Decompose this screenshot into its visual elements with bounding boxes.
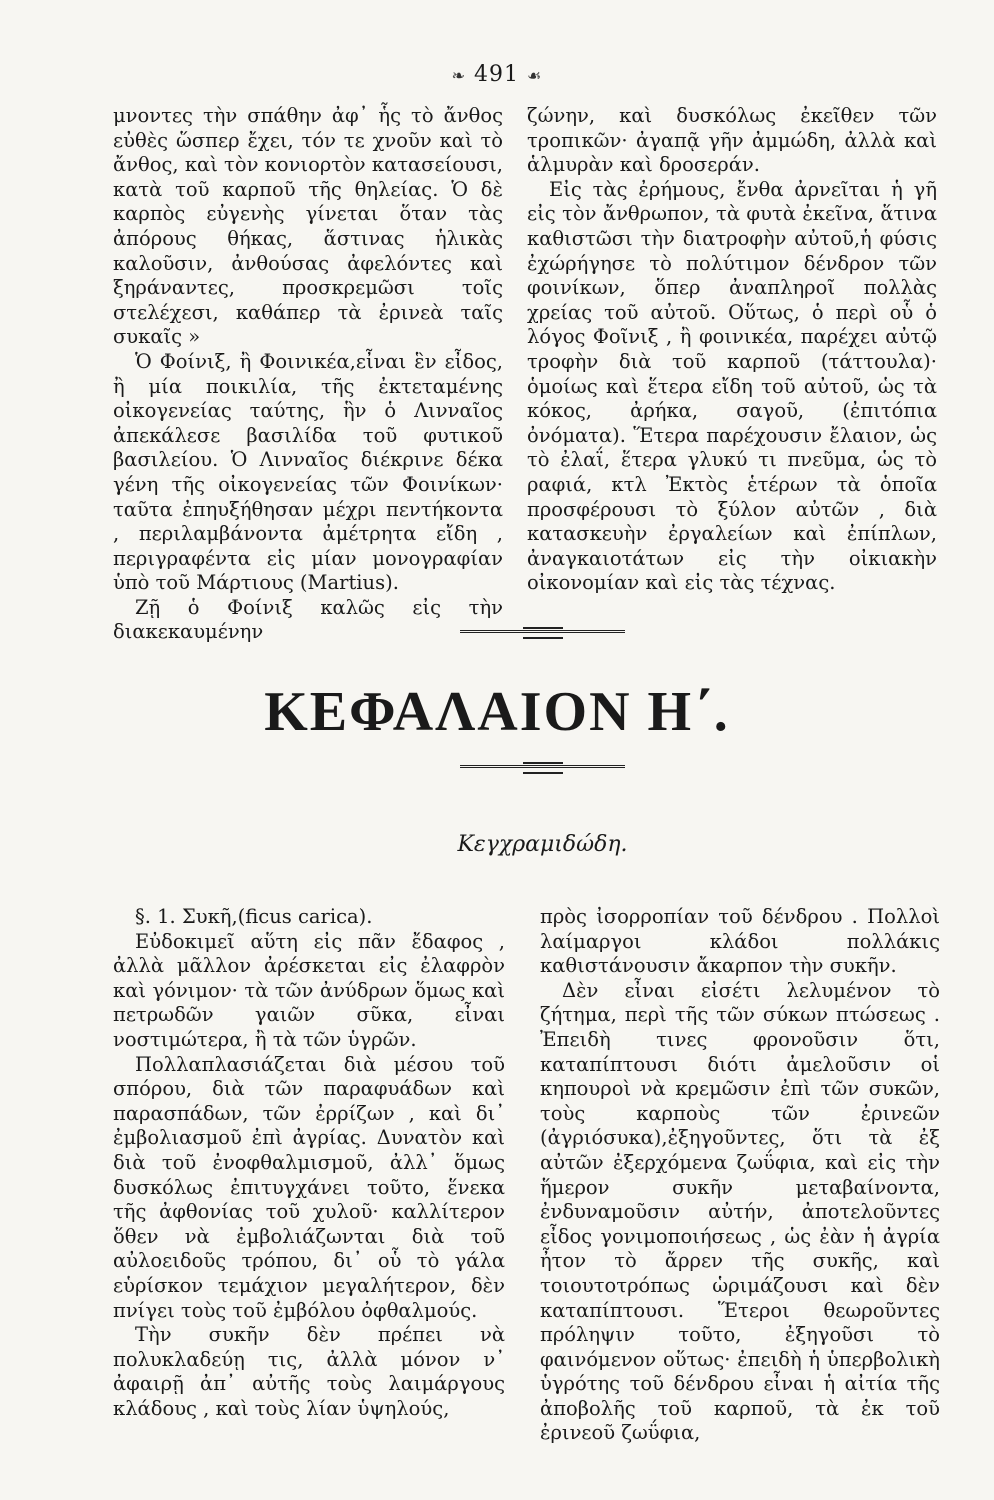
ornament-right-icon: ☙ (527, 66, 543, 85)
paragraph: Εἰς τὰς ἐρήμους, ἔνθα ἀρνεῖται ἡ γῆ εἰς τὸν ἄνθρωπον, τὰ φυτὰ ἐκεῖνα, ἅτινα καθιστῶσι τὴν διατροφὴν αὐτοῦ,ἡ φύσις ἐχώρήγησε τὸ πολύτιμον δένδρον τῶν φοινίκων, ὅπερ ἀναπληροῖ πολλὰς χρείας τοῦ αὐτοῦ. Οὕτως, ὁ περὶ οὗ ὁ λόγος Φοῖνιξ , ἢ φοινικέα, παρέχει αὐτῷ τροφὴν διὰ τοῦ καρποῦ (τάττουλα)· ὁμοίως καὶ ἕτερα εἴδη τοῦ αὐτοῦ, ὡς τὰ κόκος, ἀρήκα, σαγοῦ, (ἐπιτόπια ὀνόματα). Ἕτερα παρέχουσιν ἔλαιον, ὡς τὸ ἐλαΐ, ἕτερα γλυκύ τι πνεῦμα, ὡς τὸ ραφιά, κτλ Ἐκτὸς ἑτέρων τὰ ὁποῖα προσφέρουσι τὸ ξύλον αὐτῶν , διὰ κατασκευὴν ἐργαλείων καὶ ἐπίπλων, ἀναγκαιοτάτων εἰς τὴν οἰκιακὴν οἰκονομίαν καὶ εἰς τὰς τέχνας. (527, 177, 937, 595)
paragraph: Δὲν εἶναι εἰσέτι λελυμένον τὸ ζήτημα, περὶ τῆς τῶν σύκων πτώσεως . Ἐπειδὴ τινες φρονοῦσιν ὅτι, καταπίπτουσι διότι ἀμελοῦσιν οἱ κηπουροὶ νὰ κρεμῶσιν ἐπὶ τῶν συκῶν, τοὺς καρποὺς τῶν ἐρινεῶν (ἀγριόσυκα),ἐξηγοῦντες, ὅτι τὰ ἐξ αὐτῶν ἐξερχόμενα ζωΰφια, καὶ εἰς τὴν ἥμερον συκῆν μεταβαίνοντα, ἐνδυναμοῦσιν αὐτήν, ἀποτελοῦντες εἶδος γονιμοποιήσεως , ὡς ἐὰν ἡ ἀγρία ἦτον τὸ ἄρρεν τῆς συκῆς, καὶ τοιουτοτρόπως ὡριμάζουσι καὶ δὲν καταπίπτουσι. Ἕτεροι θεωροῦντες πρόληψιν τοῦτο, ἐξηγοῦσι τὸ φαινόμενον οὕτως· ἐπειδὴ ἡ ὑπερβολικὴ ὑγρότης τοῦ δένδρου εἶναι ἡ αἰτία τῆς ἀποβολῆς τοῦ καρποῦ, τὰ ἐκ τοῦ ἐρινεοῦ ζωΰφια, (540, 978, 940, 1445)
paragraph: Ὁ Φοίνιξ, ἢ Φοινικέα,εἶναι ἓν εἶδος, ἢ μία ποικιλία, τῆς ἐκτεταμένης οἰκογενείας ταύτης, ἣν ὁ Λινναῖος ἀπεκάλεσε βασιλίδα τοῦ φυτικοῦ βασιλείου. Ὁ Λινναῖος διέκρινε δέκα γένη τῆς οἰκογενείας τῶν Φοινίκων· ταῦτα ἐπηυξήθησαν μέχρι πεντήκοντα , περιλαμβάνοντα ἀμέτρητα εἴδη , περιγραφέντα εἰς μίαν μονογραφίαν ὑπὸ τοῦ Μάρτιους (Martius). (113, 349, 503, 595)
ornament-left-icon: ❧ (451, 66, 467, 85)
paragraph: πρὸς ἰσορροπίαν τοῦ δένδρου . Πολλοὶ λαίμαργοι κλάδοι πολλάκις καθιστάνουσιν ἄκαρπον τὴν συκῆν. (540, 905, 940, 978)
paragraph: ζώνην, καὶ δυσκόλως ἐκεῖθεν τῶν τροπικῶν· ἀγαπᾷ γῆν ἀμμώδη, ἀλλὰ καὶ ἁλμυρὰν καὶ δροσεράν. (527, 104, 937, 177)
paragraph: Εὐδοκιμεῖ αὕτη εἰς πᾶν ἔδαφος , ἀλλὰ μᾶλλον ἀρέσκεται εἰς ἐλαφρὸν καὶ γόνιμον· τὰ τῶν ἀνύδρων ὅμως καὶ πετρωδῶν γαιῶν σῦκα, εἶναι νοστιμώτερα, ἢ τὰ τῶν ὑγρῶν. (113, 929, 505, 1051)
chapter-subtitle: Κεγχραμιδώδη. (457, 832, 628, 857)
page-number: 491 (474, 62, 520, 87)
chapter-title: ΚΕΦΑΛΑΙΟΝ Η΄. (264, 681, 730, 743)
paragraph: Τὴν συκῆν δὲν πρέπει νὰ πολυκλαδεύῃ τις, ἀλλὰ μόνον ν᾽ ἀφαιρῇ ἀπ᾽ αὐτῆς τοὺς λαιμάργους κλάδους , καὶ τοὺς λίαν ὑψηλούς, (113, 1323, 505, 1420)
paragraph: μνοντες τὴν σπάθην ἀφ᾽ ἧς τὸ ἄνθος εὐθὲς ὥσπερ ἔχει, τόν τε χνοῦν καὶ τὸ ἄνθος, καὶ τὸν κονιορτὸν κατασείουσι, κατὰ τοῦ καρποῦ τῆς θηλείας. Ὁ δὲ καρπὸς εὐγενὴς γίνεται ὅταν τὰς ἀπόρους θήκας, ἅστινας ἡλικὰς καλοῦσιν, ἀνθούσας ἀφελόντες καὶ ξηράναντες, προσκρεμῶσι τοῖς στελέχεσι, καθάπερ τὰ ἐρινεὰ ταῖς συκαῖς » (113, 104, 503, 349)
column-top-left (113, 104, 503, 645)
ornamental-divider-bottom (460, 765, 625, 768)
column-top-right (527, 104, 937, 596)
column-bottom-left (113, 905, 505, 1421)
ornamental-divider-top (460, 630, 625, 633)
column-bottom-right (540, 905, 940, 1446)
page-header (0, 62, 994, 87)
section-heading: §. 1. Συκῆ,(ficus carica). (135, 905, 373, 928)
paragraph: Ζῇ ὁ Φοίνιξ καλῶς εἰς τὴν διακεκαυμένην (113, 595, 503, 644)
paragraph: Πολλαπλασιάζεται διὰ μέσου τοῦ σπόρου, διὰ τῶν παραφυάδων καὶ παρασπάδων, τῶν ἐρρίζων , καὶ δι᾽ ἐμβολιασμοῦ ἐπὶ ἀγρίας. Δυνατὸν καὶ διὰ τοῦ ἐνοφθαλμισμοῦ, ἀλλ᾽ ὅμως δυσκόλως ἐπιτυγχάνει τοῦτο, ἕνεκα τῆς ἀφθονίας τοῦ χυλοῦ· καλλίτερον ὅθεν νὰ ἐμβολιάζωνται διὰ τοῦ αὐλοειδοῦς τρόπου, δι᾽ οὗ τὸ γάλα εὑρίσκον τεμάχιον μεγαλήτερον, δὲν πνίγει τοὺς τοῦ ἐμβόλου ὀφθαλμούς. (113, 1052, 505, 1322)
